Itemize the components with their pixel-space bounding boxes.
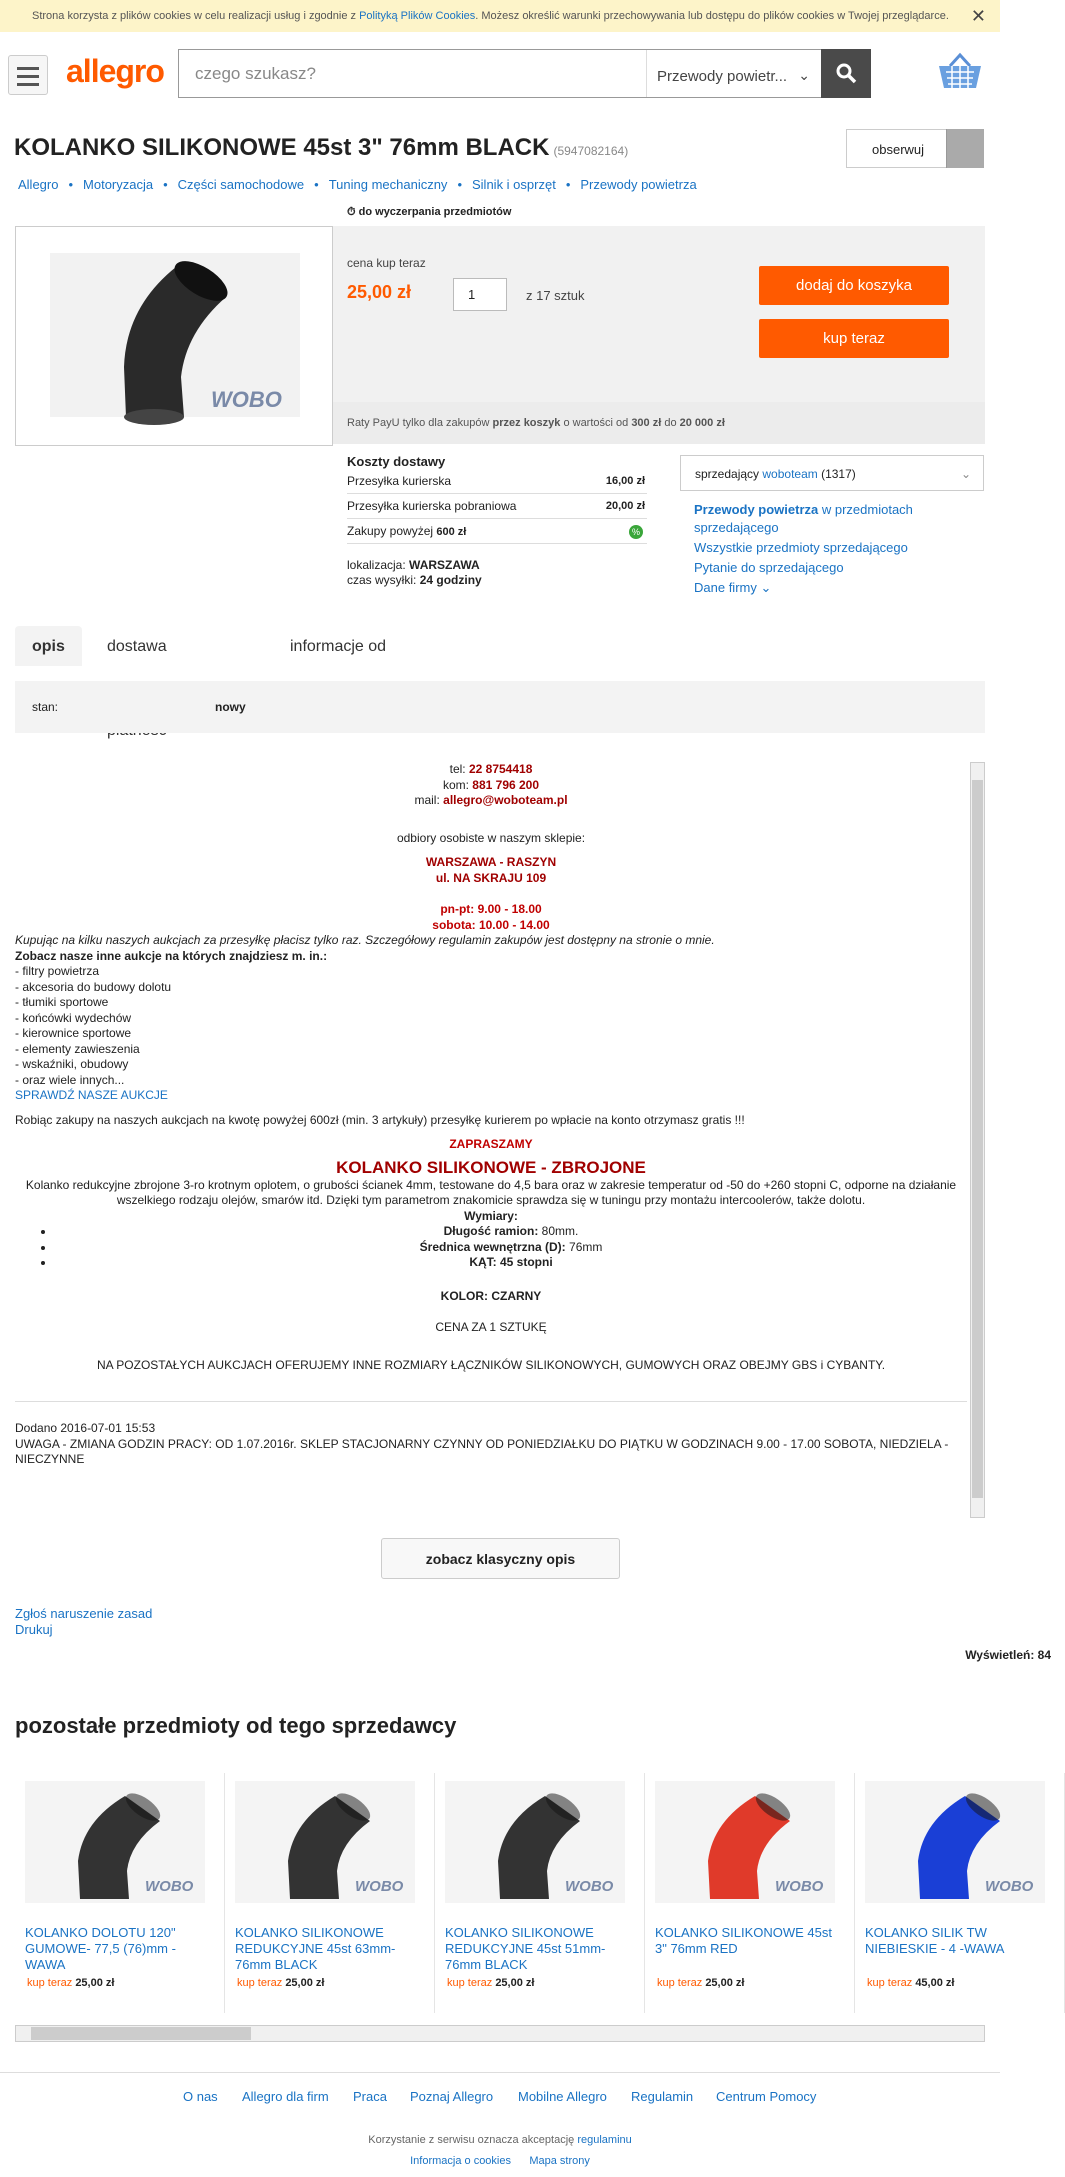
hours-weekday: pn-pt: 9.00 - 18.00	[440, 902, 542, 916]
pickup-info: odbiory osobiste w naszym sklepie:	[396, 830, 586, 845]
search-button[interactable]	[821, 49, 871, 98]
buy-now-button[interactable]: kup teraz	[759, 319, 949, 358]
item-id: (5947082164)	[553, 144, 629, 158]
tab-description[interactable]: opis	[15, 626, 82, 666]
category-value: Przewody powietr...	[657, 68, 788, 85]
other-item-price: kup teraz 25,00 zł	[447, 1977, 535, 1989]
stock-count: z 17 sztuk	[526, 288, 585, 303]
other-sizes: NA POZOSTAŁYCH AUKCJACH OFERUJEMY INNE ROZMIARY ŁĄCZNIKÓW SILIKONOWYCH, GUMOWYCH ORAZ OBEJMY GBS i CYBANTY.	[96, 1357, 886, 1372]
other-item-image[interactable]	[235, 1781, 415, 1903]
list-item: - wskaźniki, obudowy	[15, 1057, 129, 1071]
view-count: Wyświetleń: 84	[965, 1648, 1051, 1662]
opening-hours-notice: UWAGA - ZMIANA GODZIN PRACY: OD 1.07.2016r. SKLEP STACJONARNY CZYNNY OD PONIEDZIAŁKU DO PIĄTKU W GODZINACH 9.00 - 17.00 SOBOTA, NIEDZIELA - NIECZYNNE	[15, 1436, 949, 1466]
chevron-down-icon: ⌄	[960, 467, 971, 481]
free-shipping-row: Zakupy powyżej 600 zł %	[347, 519, 647, 544]
free-shipping-note: Robiąc zakupy na naszych aukcjach na kwotę powyżej 600zł (min. 3 artykuły) przesyłkę kurierem po wpłacie na konto otrzymasz gratis !!!	[15, 1112, 745, 1127]
svg-text:WOBO: WOBO	[565, 1878, 614, 1895]
other-item-card[interactable]	[645, 1773, 855, 2013]
page-title: KOLANKO SILIKONOWE 45st 3" 76mm BLACK (5947082164)	[14, 134, 629, 161]
svg-text:WOBO: WOBO	[775, 1878, 824, 1895]
dimension-item: • Średnica wewnętrzna (D): 76mm	[55, 1240, 967, 1256]
shipping-note: Kupując na kilku naszych aukcjach za przesyłkę płacisz tylko raz. Szczegółowy regulamin zakupów jest dostępny na stronie o mnie.	[15, 933, 715, 947]
tab-seller-info[interactable]: informacje od	[290, 638, 387, 655]
other-item-name[interactable]: KOLANKO SILIKONOWE REDUKCYJNE 45st 63mm-76mm BLACK	[235, 1925, 396, 1972]
other-item-card[interactable]	[855, 1773, 1065, 2013]
other-item-image[interactable]	[655, 1781, 835, 1903]
cookie-text-2: . Możesz określić warunki przechowywania lub dostępu do plików cookies w Twojej przeglądarce.	[475, 10, 949, 22]
footer-link[interactable]: Poznaj Allegro	[410, 2089, 494, 2104]
other-item-image[interactable]	[445, 1781, 625, 1903]
watch-button[interactable]: obserwuj	[846, 129, 984, 168]
breadcrumb-item[interactable]: Motoryzacja	[83, 177, 154, 192]
color-info: KOLOR: CZARNY	[440, 1288, 542, 1303]
shipping-row: Przesyłka kurierska 16,00 zł	[347, 469, 647, 494]
payu-info: Raty PayU tylko dla zakupów przez koszyk o wartości od 300 zł do 20 000 zł	[333, 402, 985, 444]
other-auctions-list	[15, 964, 967, 1088]
chevron-down-icon[interactable]	[946, 129, 984, 168]
other-item-card[interactable]	[435, 1773, 645, 2013]
seller-category-link[interactable]: Przewody powietrza w przedmiotach sprzedającego	[694, 502, 913, 535]
cookie-policy-link[interactable]: Polityką Plików Cookies	[359, 10, 476, 22]
other-item-image[interactable]	[865, 1781, 1045, 1903]
other-item-price: kup teraz 25,00 zł	[237, 1977, 325, 1989]
other-item-image[interactable]	[25, 1781, 205, 1903]
location: lokalizacja: WARSZAWA	[347, 558, 480, 572]
dimension-item: • Długość ramion: 80mm.	[55, 1224, 967, 1240]
dimension-item: • KĄT: 45 stopni	[55, 1255, 967, 1271]
footer-link[interactable]: Mobilne Allegro	[518, 2089, 607, 2104]
other-item-price: kup teraz 25,00 zł	[27, 1977, 115, 1989]
tab-delivery[interactable]: dostawa	[107, 638, 167, 655]
other-item-name[interactable]: KOLANKO DOLOTU 120" GUMOWE- 77,5 (76)mm -WAWA	[25, 1925, 176, 1972]
footer-sub-links	[0, 2155, 1000, 2167]
description-frame[interactable]	[15, 758, 985, 1520]
contact-mail: mail: allegro@woboteam.pl	[414, 793, 568, 807]
shipping-costs	[347, 454, 647, 588]
breadcrumb-item[interactable]: Allegro	[18, 177, 59, 192]
menu-button[interactable]	[8, 55, 48, 95]
allegro-logo[interactable]: allegro	[66, 53, 164, 89]
added-date: Dodano 2016-07-01 15:53	[15, 1401, 967, 1437]
svg-text:WOBO: WOBO	[145, 1878, 194, 1895]
list-item: - kierownice sportowe	[15, 1026, 132, 1040]
list-item: - elementy zawieszenia	[15, 1041, 140, 1056]
free-shipping-icon: %	[629, 525, 643, 539]
other-item-price: kup teraz 25,00 zł	[657, 1977, 745, 1989]
carousel-scrollbar[interactable]	[15, 2025, 985, 2042]
list-item: - oraz wiele innych...	[15, 1072, 125, 1087]
description-scrollbar[interactable]	[970, 762, 985, 1518]
description-content	[15, 758, 967, 1468]
seller-dropdown[interactable]: sprzedający woboteam (1317) ⌄	[680, 455, 984, 491]
dimensions-title: Wymiary:	[464, 1208, 518, 1223]
svg-text:WOBO: WOBO	[355, 1878, 404, 1895]
invite: ZAPRASZAMY	[449, 1137, 533, 1151]
state-label: stan:	[32, 700, 59, 714]
contact-mobile: kom: 881 796 200	[442, 777, 540, 792]
company-data-link[interactable]: Dane firmy ⌄	[694, 580, 772, 595]
dispatch-time: czas wysyłki: 24 godziny	[347, 573, 482, 587]
svg-text:WOBO: WOBO	[211, 387, 282, 412]
cookie-text: Strona korzysta z plików cookies w celu realizacji usług i zgodnie z	[32, 10, 360, 22]
state-value: nowy	[215, 700, 246, 714]
seller-links	[694, 501, 954, 597]
svg-text:WOBO: WOBO	[985, 1878, 1034, 1895]
dimensions-list	[15, 1224, 967, 1271]
list-item: - filtry powietrza	[15, 964, 100, 978]
price: 25,00 zł	[347, 282, 412, 302]
other-item-name[interactable]: KOLANKO SILIK TW NIEBIESKIE - 4 -WAWA	[865, 1925, 1005, 1956]
availability: ⏱ do wyczerpania przedmiotów	[347, 206, 512, 218]
other-item-name[interactable]: KOLANKO SILIKONOWE 45st 3" 76mm RED	[655, 1925, 832, 1956]
footer-link[interactable]: Praca	[353, 2089, 387, 2104]
other-item-name[interactable]: KOLANKO SILIKONOWE REDUKCYJNE 45st 51mm-76mm BLACK	[445, 1925, 606, 1972]
contact-tel: tel: 22 8754418	[449, 762, 533, 776]
breadcrumb: Allegro • Motoryzacja • Części samochodowe • Tuning mechaniczny • Silnik i osprzęt • Przewody powietrza	[18, 177, 697, 192]
footer-link[interactable]: O nas	[183, 2089, 218, 2104]
other-items-title: pozostałe przedmioty od tego sprzedawcy	[15, 1713, 457, 1738]
search-icon	[835, 62, 857, 84]
page-actions	[15, 1606, 152, 1638]
basket-icon[interactable]	[936, 52, 984, 92]
all-items-link[interactable]: Wszystkie przedmioty sprzedającego	[694, 540, 908, 555]
footer	[0, 2072, 1000, 2177]
clock-icon: ⏱	[347, 206, 359, 218]
other-auctions-title: Zobacz nasze inne aukcje na których znajdziesz m. in.:	[15, 948, 328, 963]
footer-link[interactable]: Centrum Pomocy	[716, 2089, 817, 2104]
list-item: - akcesoria do budowy dolotu	[15, 979, 172, 994]
check-auctions-link[interactable]: SPRAWDŹ NASZE AUKCJE	[15, 1088, 168, 1102]
print-link[interactable]: Drukuj	[15, 1622, 53, 1637]
terms-note: Korzystanie z serwisu oznacza akceptację regulaminu	[368, 2134, 632, 2146]
footer-link[interactable]: Regulamin	[631, 2089, 694, 2104]
buy-box	[333, 226, 985, 402]
search-input[interactable]: czego szukasz?	[195, 64, 316, 83]
shipping-title: Koszty dostawy	[347, 454, 446, 469]
item-state	[15, 681, 985, 733]
cookie-bar	[0, 0, 1000, 32]
hours-saturday: sobota: 10.00 - 14.00	[432, 917, 550, 932]
seller-name[interactable]: woboteam	[762, 467, 818, 481]
terms-link[interactable]: regulaminu	[577, 2134, 632, 2146]
price-note: CENA ZA 1 SZTUKĘ	[435, 1320, 547, 1334]
description-heading: KOLANKO SILIKONOWE - ZBROJONE	[336, 1157, 646, 1177]
add-to-cart-button[interactable]: dodaj do koszyka	[759, 266, 949, 305]
shipping-row: Przesyłka kurierska pobraniowa 20,00 zł	[347, 494, 647, 519]
list-item: - tłumiki sportowe	[15, 995, 109, 1009]
breadcrumb-item[interactable]: Silnik i osprzęt	[472, 177, 556, 192]
description-paragraph: Kolanko redukcyjne zbrojone 3-ro krotnym oplotem, o grubości ścianek 4mm, testowane do 4,5 bara oraz w zakresie temperatur od -50 do +260 stopni C, odporne na działanie wszelkiego rodzaju olejów, smarów itd. Dzięki tym parametrom znakomicie sprawdza się w tuningu przy montażu intercoolerów, także dolotu.	[25, 1177, 957, 1207]
breadcrumb-item[interactable]: Części samochodowe	[177, 177, 305, 192]
list-item: - końcówki wydechów	[15, 1010, 132, 1025]
other-items-carousel	[15, 1773, 1034, 2013]
shop-street: ul. NA SKRAJU 109	[435, 870, 547, 885]
breadcrumb-item[interactable]: Przewody powietrza	[580, 177, 697, 192]
classic-description-button[interactable]: zobacz klasyczny opis	[381, 1538, 620, 1579]
close-icon[interactable]: ✕	[970, 6, 986, 26]
shop-city: WARSZAWA - RASZYN	[425, 855, 557, 869]
report-link[interactable]: Zgłoś naruszenie zasad	[15, 1606, 153, 1621]
other-item-card[interactable]	[225, 1773, 435, 2013]
search-bar	[178, 49, 822, 98]
sitemap-link[interactable]: Mapa strony	[529, 2155, 590, 2167]
other-item-card[interactable]	[15, 1773, 225, 2013]
chevron-down-icon: ⌄	[798, 67, 810, 83]
price-label: cena kup teraz	[347, 256, 426, 270]
footer-link[interactable]: Allegro dla firm	[242, 2089, 329, 2104]
category-select[interactable]	[646, 50, 822, 97]
product-image[interactable]	[15, 226, 333, 446]
other-item-price: kup teraz 45,00 zł	[867, 1977, 955, 1989]
cookies-info-link[interactable]: Informacja o cookies	[410, 2155, 511, 2167]
ask-seller-link[interactable]: Pytanie do sprzedającego	[694, 560, 844, 575]
quantity-input[interactable]: 1	[453, 278, 507, 311]
breadcrumb-item[interactable]: Tuning mechaniczny	[328, 177, 448, 192]
